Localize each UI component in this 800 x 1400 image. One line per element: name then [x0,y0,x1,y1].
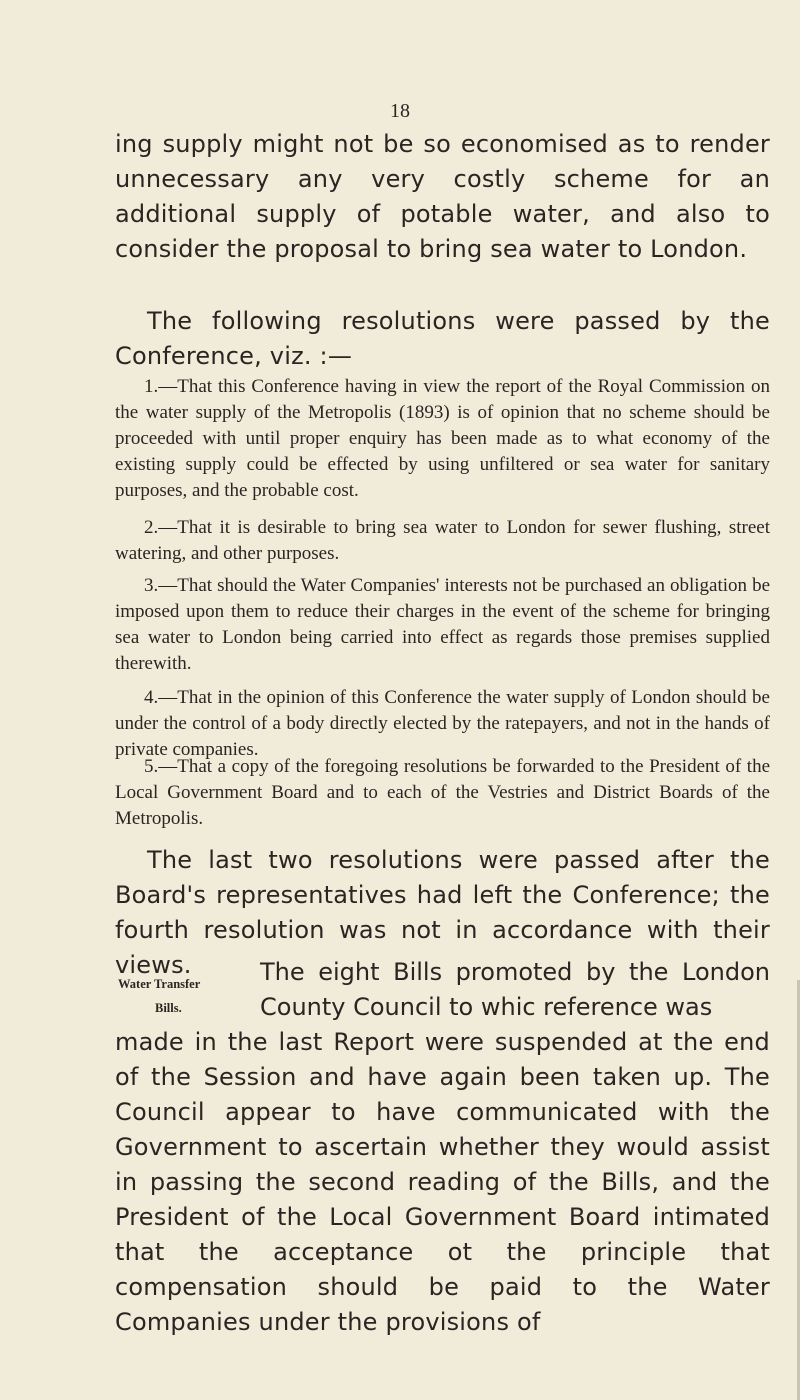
resolutions-intro: The following resolutions were passed by the Conference, viz. :— [115,307,770,370]
margin-note-subtitle: Bills. [155,1001,182,1015]
resolution-item: 3.—That should the Water Companies' interests not be purchased an obligation be imposed upon them to reduce their charges in the event of the scheme for bringing sea water to London being carried into effect as regards those premises supplied therewith. [115,575,770,674]
water-transfer-paragraph-continued: made in the last Report were suspended at the end of the Session and have again been taken up. The Council appear to have communicated with the Government to ascertain whether they would assist in passing the second reading of the Bills, and the President of the Local Government Board intimated that the acceptance ot the principle that compensation should be paid to the Water Companies under the provisions of [115,1028,770,1336]
resolution-item: 4.—That in the opinion of this Conference the water supply of London should be under the control of a body directly elected by the ratepayers, and not in the hands of private companies. [115,687,770,760]
resolution-item: 1.—That this Conference having in view the report of the Royal Commission on the water supply of the Metropolis (1893) is of opinion that no scheme should be proceeded with until proper enquiry has been made as to what economy of the existing supply could be effected by using unfiltered or sea water for sanitary purposes, and the probable cost. [115,376,770,501]
page-number: 18 [390,100,410,122]
resolution-item: 5.—That a copy of the foregoing resolutions be forwarded to the President of the Local Government Board and to each of the Vestries and District Boards of the Metropolis. [115,756,770,829]
intro-paragraph: ing supply might not be so economised as to render unnecessary any very costly scheme for an additional supply of potable water, and also to consider the proposal to bring sea water to London. [115,130,770,263]
water-transfer-paragraph-start: The eight Bills promoted by the London County Council to whic reference was [260,958,770,1021]
margin-note [118,972,248,1020]
resolution-item: 2.—That it is desirable to bring sea water to London for sewer flushing, street watering, and other purposes. [115,517,770,564]
margin-note-title: Water Transfer [118,977,201,991]
closing-paragraph: The last two resolutions were passed after the Board's representatives had left the Conference; the fourth resolution was not in accordance with their views. [115,846,770,979]
